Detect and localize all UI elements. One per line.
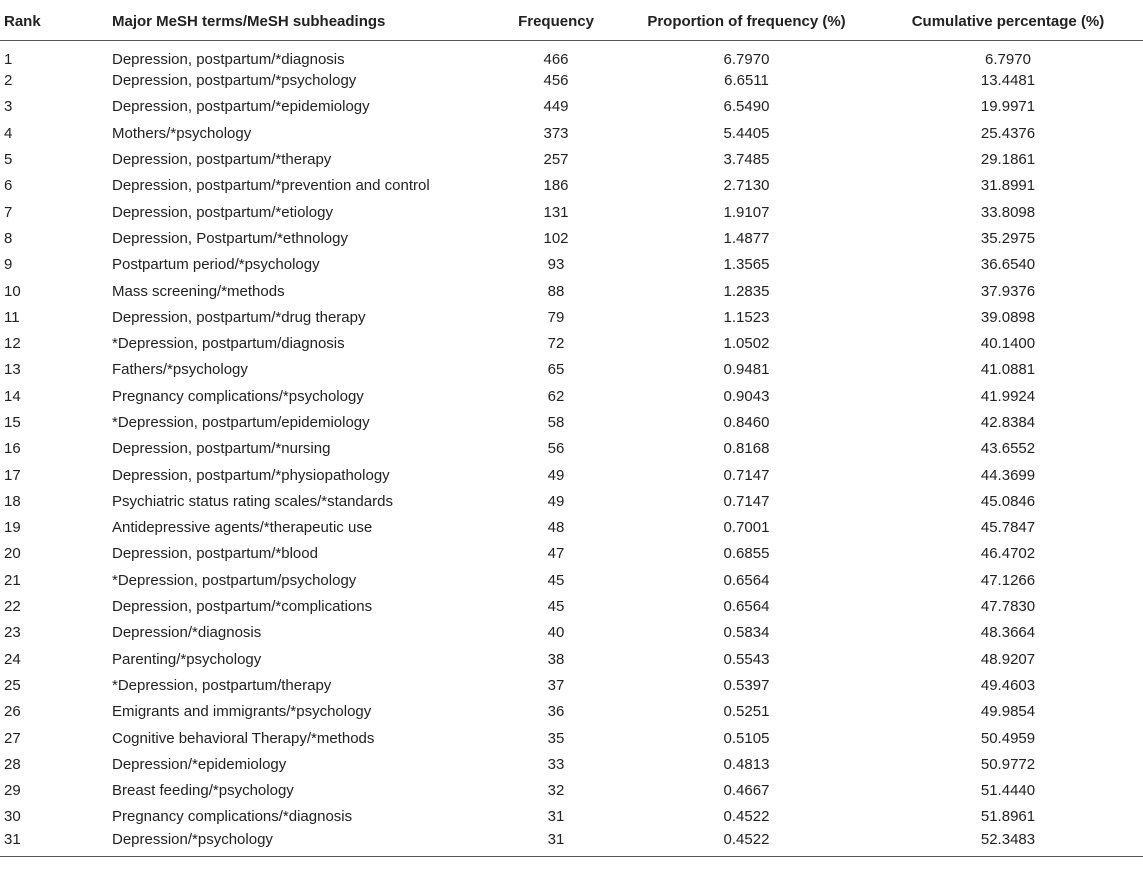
- cell-frequency: 62: [547, 387, 565, 405]
- cell-frequency: 49: [547, 492, 565, 510]
- cell-rank: 10: [4, 282, 21, 300]
- cell-cumulative: 49.4603: [980, 676, 1036, 694]
- cell-rank: 2: [4, 72, 13, 90]
- cell-mesh-term: Pregnancy complications/*diagnosis: [112, 808, 353, 826]
- cell-mesh-term: *Depression, postpartum/psychology: [112, 571, 357, 589]
- cell-mesh-term: Depression, postpartum/*complications: [112, 598, 373, 616]
- table-row: [0, 646, 1143, 672]
- header-cumulative: Cumulative percentage (%): [873, 0, 1143, 40]
- cell-rank: 14: [4, 387, 21, 405]
- header-mesh-terms: Major MeSH terms/MeSH subheadings: [112, 0, 492, 40]
- table-row: [0, 409, 1143, 435]
- cell-frequency: 45: [547, 571, 565, 589]
- cell-cumulative: 50.9772: [980, 755, 1036, 773]
- table-row: [0, 541, 1143, 567]
- cell-rank: 4: [4, 124, 13, 142]
- cell-cumulative: 36.6540: [980, 256, 1036, 274]
- cell-rank: 29: [4, 782, 21, 800]
- cell-mesh-term: Parenting/*psychology: [112, 650, 262, 668]
- cell-frequency: 48: [547, 519, 565, 537]
- cell-rank: 6: [4, 177, 13, 195]
- cell-cumulative: 25.4376: [980, 124, 1036, 142]
- cell-frequency: 32: [547, 782, 565, 800]
- cell-cumulative: 46.4702: [980, 545, 1036, 563]
- cell-rank: 3: [4, 98, 13, 116]
- cell-cumulative: 52.3483: [873, 830, 1143, 856]
- table-row: [0, 120, 1143, 146]
- table-row: [0, 593, 1143, 619]
- cell-mesh-term: Depression, postpartum/*nursing: [112, 440, 331, 458]
- cell-frequency: 45: [547, 598, 565, 616]
- cell-proportion: 0.5834: [723, 624, 770, 642]
- table-header: [0, 0, 1143, 40]
- cell-mesh-term: Depression, postpartum/*epidemiology: [112, 98, 370, 116]
- cell-cumulative: 41.0881: [980, 361, 1036, 379]
- cell-mesh-term: *Depression, postpartum/epidemiology: [112, 414, 370, 431]
- cell-proportion: 0.6564: [723, 571, 770, 589]
- cell-proportion: 1.9107: [723, 203, 770, 221]
- cell-frequency: 36: [547, 703, 565, 721]
- table-row: [0, 515, 1143, 541]
- table-row: [0, 383, 1143, 409]
- cell-rank: 16: [4, 440, 21, 458]
- cell-proportion: 0.5105: [723, 729, 770, 747]
- table-row: [0, 567, 1143, 593]
- table-row: [0, 725, 1143, 751]
- cell-proportion: 0.5397: [723, 676, 770, 694]
- cell-proportion: 0.8168: [723, 440, 770, 458]
- cell-cumulative: 50.4959: [980, 729, 1036, 747]
- cell-frequency: 65: [547, 361, 565, 379]
- cell-mesh-term: Breast feeding/*psychology: [112, 782, 294, 800]
- cell-proportion: 0.5543: [723, 650, 770, 668]
- cell-proportion: 1.2835: [723, 282, 770, 300]
- cell-frequency: 33: [547, 755, 565, 773]
- cell-frequency: 31: [492, 830, 620, 856]
- table-row: [0, 830, 1143, 856]
- cell-frequency: 88: [547, 282, 565, 300]
- header-row: [0, 0, 1143, 40]
- cell-rank: 18: [4, 492, 21, 510]
- cell-proportion: 1.0502: [723, 335, 770, 353]
- table-row: [0, 462, 1143, 488]
- cell-cumulative: 35.2975: [980, 229, 1036, 247]
- cell-rank: 9: [4, 256, 13, 274]
- cell-proportion: 0.9481: [723, 361, 770, 379]
- cell-frequency: 37: [547, 676, 565, 694]
- header-proportion: Proportion of frequency (%): [620, 0, 873, 40]
- cell-mesh-term: Depression, postpartum/*diagnosis: [112, 50, 345, 68]
- cell-rank: 13: [4, 361, 21, 379]
- cell-proportion: 1.1523: [723, 308, 770, 326]
- cell-rank: 15: [4, 414, 21, 431]
- cell-mesh-term: Depression, Postpartum/*ethnology: [112, 229, 348, 247]
- cell-mesh-term: Depression, postpartum/*physiopathology: [112, 466, 390, 484]
- cell-proportion: 0.4522: [723, 808, 770, 826]
- cell-proportion: 6.5490: [723, 98, 770, 116]
- table-row: [0, 146, 1143, 172]
- cell-mesh-term: Depression, postpartum/*drug therapy: [112, 308, 366, 326]
- cell-frequency: 35: [547, 729, 565, 747]
- table-row: [0, 357, 1143, 383]
- cell-frequency: 93: [547, 256, 565, 274]
- cell-mesh-term: *Depression, postpartum/diagnosis: [112, 335, 345, 353]
- cell-proportion: 0.4667: [723, 782, 770, 800]
- cell-rank: 8: [4, 229, 13, 247]
- cell-frequency: 257: [543, 151, 569, 169]
- cell-frequency: 102: [543, 229, 569, 247]
- cell-proportion: 1.3565: [723, 256, 770, 274]
- cell-cumulative: 33.8098: [980, 203, 1036, 221]
- table-row: [0, 68, 1143, 94]
- cell-rank: 25: [4, 676, 21, 694]
- cell-proportion: 6.6511: [724, 72, 769, 90]
- table-row: [0, 778, 1143, 804]
- cell-frequency: 58: [547, 414, 565, 431]
- cell-rank: 1: [4, 50, 13, 68]
- cell-proportion: 3.7485: [723, 151, 770, 169]
- cell-proportion: 6.7970: [723, 50, 770, 68]
- cell-frequency: 38: [547, 650, 565, 668]
- cell-mesh-term: Depression/*epidemiology: [112, 755, 287, 773]
- cell-cumulative: 37.9376: [980, 282, 1036, 300]
- cell-cumulative: 43.6552: [980, 440, 1036, 458]
- cell-rank: 7: [4, 203, 13, 221]
- cell-cumulative: 19.9971: [980, 98, 1036, 116]
- cell-mesh-term: Depression, postpartum/*blood: [112, 545, 318, 563]
- cell-proportion: 0.4522: [620, 830, 873, 856]
- cell-mesh-term: Depression, postpartum/*therapy: [112, 151, 332, 169]
- table-body: [0, 40, 1143, 856]
- table-row: [0, 252, 1143, 278]
- cell-frequency: 456: [543, 72, 569, 90]
- table-row: [0, 278, 1143, 304]
- cell-rank: 17: [4, 466, 21, 484]
- cell-cumulative: 51.8961: [980, 808, 1036, 826]
- cell-cumulative: 48.9207: [980, 650, 1036, 668]
- cell-rank: 12: [4, 335, 21, 353]
- cell-cumulative: 47.1266: [980, 571, 1036, 589]
- cell-rank: 5: [4, 151, 13, 169]
- cell-proportion: 5.4405: [723, 124, 770, 142]
- cell-rank: 22: [4, 598, 21, 616]
- cell-rank: 11: [4, 308, 20, 326]
- cell-frequency: 449: [543, 98, 569, 116]
- cell-cumulative: 39.0898: [980, 308, 1036, 326]
- cell-mesh-term: Fathers/*psychology: [112, 361, 248, 379]
- cell-frequency: 186: [543, 177, 569, 195]
- cell-rank: 26: [4, 703, 21, 721]
- table-row: [0, 330, 1143, 356]
- cell-frequency: 72: [547, 335, 565, 353]
- cell-frequency: 466: [543, 50, 569, 68]
- table-row: [0, 304, 1143, 330]
- cell-mesh-term: Antidepressive agents/*therapeutic use: [112, 519, 373, 537]
- header-frequency: Frequency: [492, 0, 620, 40]
- cell-proportion: 0.4813: [723, 755, 770, 773]
- cell-cumulative: 29.1861: [980, 151, 1036, 169]
- table-row: [0, 225, 1143, 251]
- cell-rank: 31: [0, 830, 112, 856]
- cell-cumulative: 31.8991: [980, 177, 1036, 195]
- cell-cumulative: 48.3664: [980, 624, 1036, 642]
- cell-rank: 19: [4, 519, 21, 537]
- cell-frequency: 40: [547, 624, 565, 642]
- table-row: [0, 488, 1143, 514]
- table-row: [0, 672, 1143, 698]
- cell-cumulative: 44.3699: [980, 466, 1036, 484]
- cell-frequency: 31: [547, 808, 565, 826]
- cell-proportion: 0.9043: [723, 387, 770, 405]
- cell-cumulative: 45.0846: [980, 492, 1036, 510]
- table-row: [0, 436, 1143, 462]
- cell-mesh-term: Depression, postpartum/*prevention and control: [112, 177, 430, 195]
- cell-proportion: 0.8460: [723, 414, 770, 431]
- cell-cumulative: 45.7847: [980, 519, 1036, 537]
- cell-mesh-term: Depression, postpartum/*psychology: [112, 72, 357, 90]
- cell-frequency: 373: [543, 124, 569, 142]
- cell-rank: 20: [4, 545, 21, 563]
- cell-mesh-term: Mothers/*psychology: [112, 124, 252, 142]
- header-rank: Rank: [0, 0, 112, 40]
- cell-cumulative: 42.8384: [980, 414, 1036, 431]
- cell-cumulative: 49.9854: [980, 703, 1036, 721]
- cell-mesh-term: Depression/*diagnosis: [112, 624, 262, 642]
- cell-rank: 24: [4, 650, 21, 668]
- table-row: [0, 699, 1143, 725]
- cell-proportion: 2.7130: [723, 177, 770, 195]
- cell-proportion: 1.4877: [723, 229, 770, 247]
- cell-proportion: 0.7001: [723, 519, 770, 537]
- cell-mesh-term: Psychiatric status rating scales/*standards: [112, 492, 393, 510]
- cell-mesh-term: Pregnancy complications/*psychology: [112, 387, 364, 405]
- cell-rank: 30: [4, 808, 21, 826]
- cell-mesh-term: Mass screening/*methods: [112, 282, 285, 300]
- table-row: [0, 199, 1143, 225]
- cell-mesh-term: Emigrants and immigrants/*psychology: [112, 703, 372, 721]
- cell-mesh-term: Depression, postpartum/*etiology: [112, 203, 333, 221]
- cell-mesh-term: Depression/*psychology: [112, 830, 492, 856]
- cell-rank: 27: [4, 729, 21, 747]
- cell-proportion: 0.7147: [723, 466, 770, 484]
- cell-cumulative: 51.4440: [980, 782, 1036, 800]
- cell-cumulative: 13.4481: [980, 72, 1036, 90]
- cell-frequency: 47: [547, 545, 565, 563]
- cell-frequency: 131: [543, 203, 569, 221]
- cell-cumulative: 6.7970: [985, 50, 1031, 68]
- table-row: [0, 173, 1143, 199]
- cell-cumulative: 40.1400: [980, 335, 1036, 353]
- cell-cumulative: 47.7830: [980, 598, 1036, 616]
- cell-frequency: 79: [547, 308, 565, 326]
- cell-rank: 28: [4, 755, 21, 773]
- cell-proportion: 0.7147: [723, 492, 770, 510]
- cell-proportion: 0.6564: [723, 598, 770, 616]
- cell-frequency: 56: [547, 440, 565, 458]
- cell-cumulative: 41.9924: [980, 387, 1036, 405]
- cell-mesh-term: Postpartum period/*psychology: [112, 256, 320, 274]
- table-row: [0, 94, 1143, 120]
- cell-mesh-term: *Depression, postpartum/therapy: [112, 676, 332, 694]
- cell-proportion: 0.6855: [723, 545, 770, 563]
- table-row: [0, 751, 1143, 777]
- cell-frequency: 49: [547, 466, 565, 484]
- table-row: [0, 40, 1143, 68]
- table-row: [0, 620, 1143, 646]
- table-row: [0, 804, 1143, 830]
- cell-mesh-term: Cognitive behavioral Therapy/*methods: [112, 729, 375, 747]
- cell-rank: 21: [4, 571, 21, 589]
- cell-rank: 23: [4, 624, 21, 642]
- cell-proportion: 0.5251: [723, 703, 770, 721]
